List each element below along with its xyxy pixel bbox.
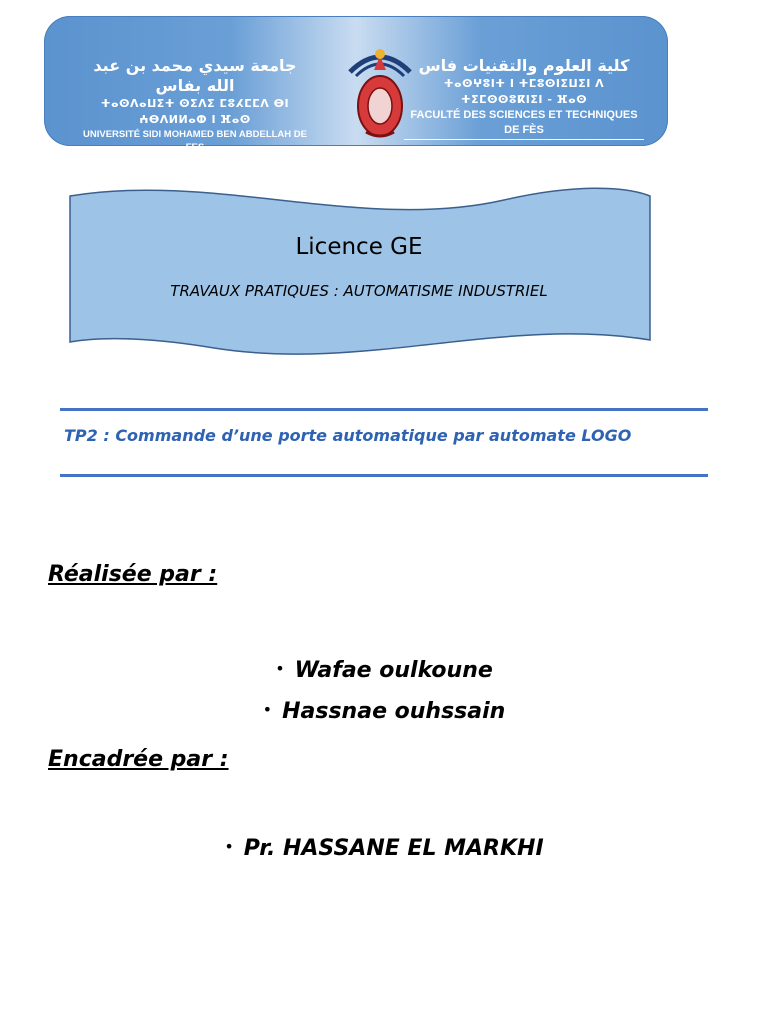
university-name-arabic: جامعة سيدي محمد بن عبد الله بفاس [93,56,297,95]
licence-title: Licence GE [295,234,423,260]
title-wave-shape [64,180,656,364]
author-item [0,697,768,728]
top-divider [60,408,708,411]
university-block [80,56,310,154]
bullet-icon: • [262,700,273,719]
tp-subject: TP2 : Commande d’une porte automatique par automate LOGO [64,426,632,445]
faculty-name-arabic: كلية العلوم والتقنيات فاس [418,56,630,75]
university-banner [44,16,668,153]
author-name: Hassnae ouhssain [282,699,506,724]
course-title: TRAVAUX PRATIQUES : AUTOMATISME INDUSTRIEL [170,282,548,300]
bottom-divider [60,474,708,477]
author-item [0,656,768,687]
supervisor-item [0,834,768,865]
faculty-name-tifinagh: ⵜⴰⵙⵖⵓⵏⵜ ⵏ ⵜⵎⵓⵙⵏⵉⵡⵉⵏ ⴷ ⵜⵉⵎⵙⵙⵓⴽⵏⵉⵏ - ⴼⴰⵙ [443,77,605,106]
university-name-tifinagh: ⵜⴰⵙⴷⴰⵡⵉⵜ ⵙⵉⴷⵉ ⵎⵓⵃⵎⵎⴷ ⴱⵏ ⵄⴱⴷⵍⵍⴰⵀ ⵏ ⴼⴰⵙ [100,97,290,126]
author-name: Wafae oulkoune [294,658,493,683]
supervisor-heading: Encadrée par : [48,747,229,772]
authors-heading: Réalisée par : [48,562,218,587]
bullet-icon: • [275,659,285,678]
supervisor-name: Pr. HASSANE EL MARKHI [243,836,544,861]
faculty-name-french: FACULTÉ DES SCIENCES ET TECHNIQUES DE FÈS [404,108,644,140]
university-name-french: UNIVERSITÉ SIDI MOHAMED BEN ABDELLAH DE FES [83,129,307,153]
bullet-icon: • [224,837,234,856]
faculty-block [404,56,644,140]
